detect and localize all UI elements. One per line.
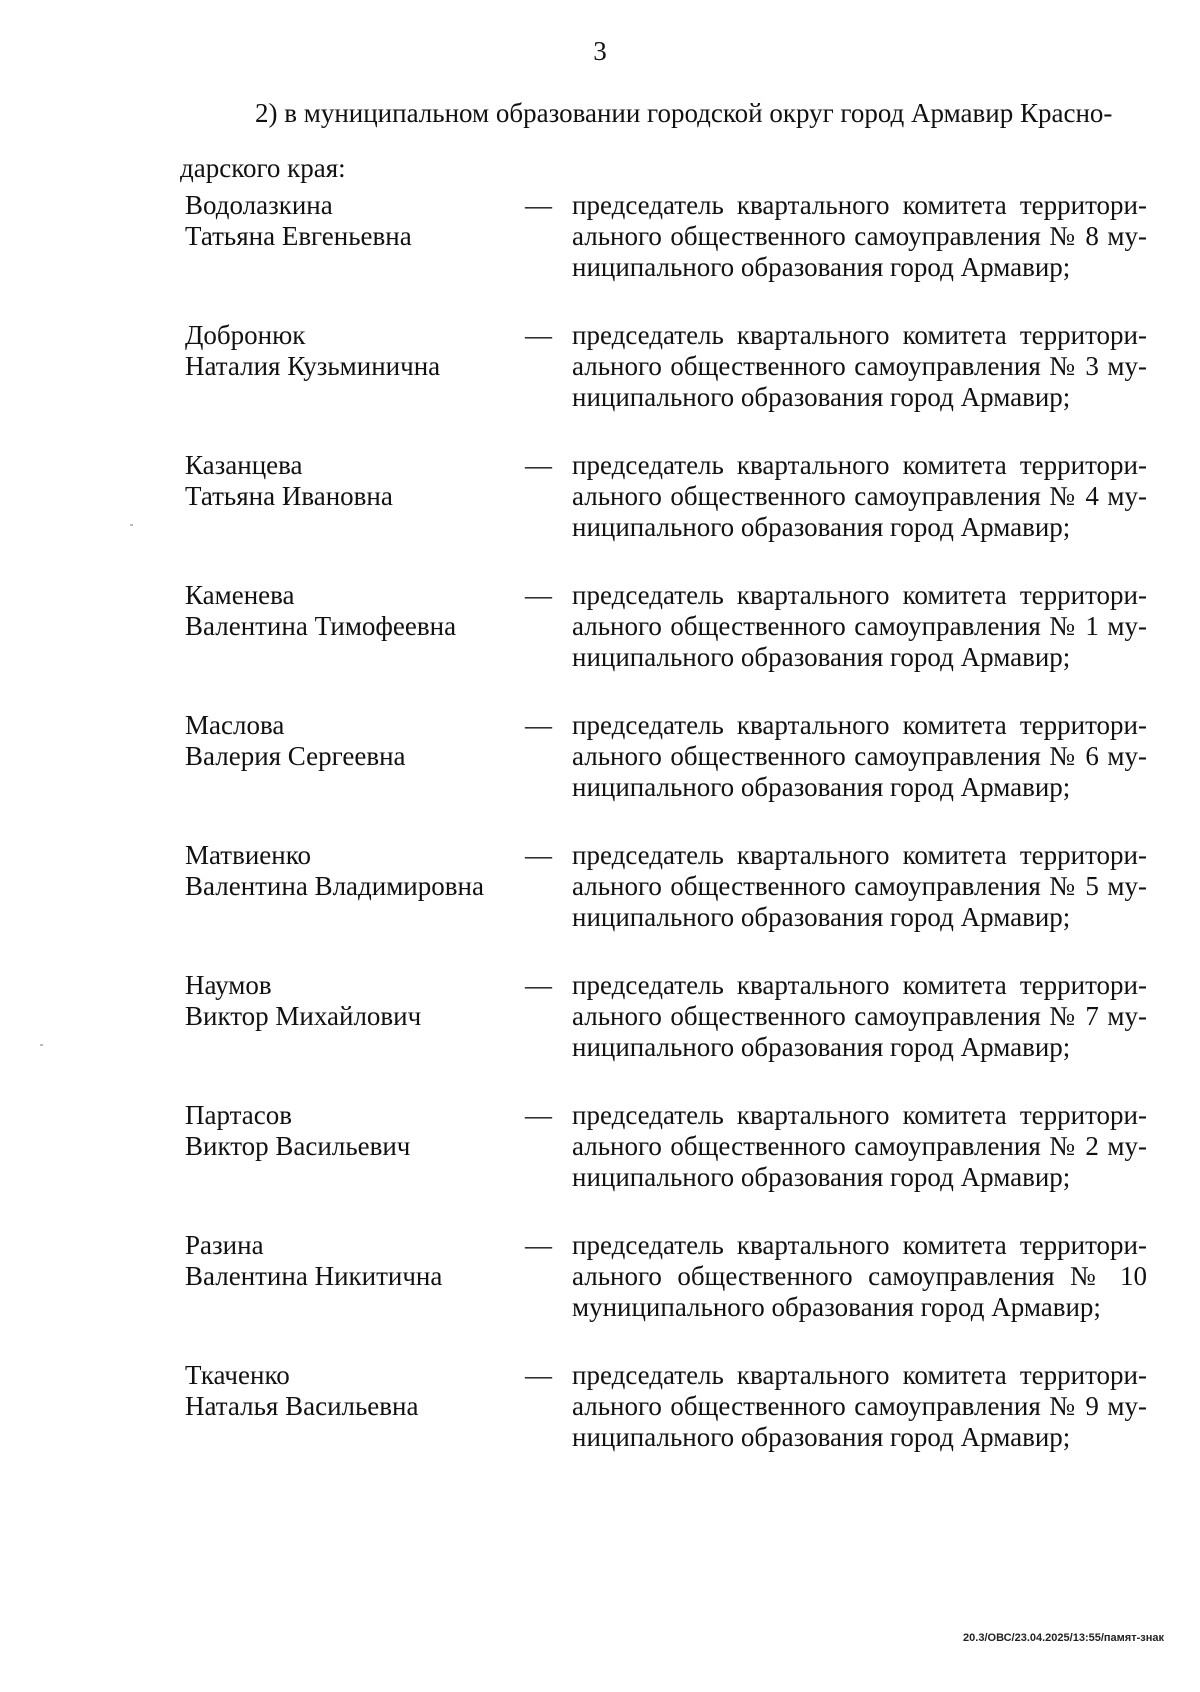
member-surname: Разина [185, 1230, 264, 1260]
position-line: ального общественного самоуправления № 3 му- [572, 351, 1147, 381]
scan-speck [130, 524, 133, 526]
intro-line-2: дарского края: [180, 153, 346, 183]
member-position [572, 710, 1147, 803]
member-name [185, 970, 515, 1032]
member-entry [185, 1360, 1185, 1490]
member-surname: Водолазкина [185, 190, 333, 220]
member-name [185, 1230, 515, 1292]
member-name [185, 840, 515, 902]
position-line: ниципального образования город Армавир; [572, 1422, 1071, 1452]
position-line: председатель квартального комитета территори- [572, 320, 1147, 350]
em-dash: — [525, 1230, 552, 1260]
position-line: ального общественного самоуправления № 7 му- [572, 1001, 1147, 1031]
member-position [572, 320, 1147, 413]
member-position [572, 190, 1147, 283]
position-line: муниципального образования город Армавир; [572, 1292, 1101, 1322]
member-name [185, 580, 515, 642]
position-line: ниципального образования город Армавир; [572, 252, 1071, 282]
scan-speck [40, 1044, 43, 1046]
member-given-names: Валентина Тимофеевна [185, 611, 457, 641]
member-entry [185, 580, 1185, 710]
member-surname: Партасов [185, 1100, 292, 1130]
position-line: ниципального образования город Армавир; [572, 512, 1071, 542]
member-given-names: Валентина Владимировна [185, 871, 484, 901]
position-line: председатель квартального комитета территори- [572, 1360, 1147, 1390]
member-given-names: Наталия Кузьминична [185, 351, 441, 381]
position-line: ального общественного самоуправления № 6 му- [572, 741, 1147, 771]
position-line: председатель квартального комитета территори- [572, 1100, 1147, 1130]
member-surname: Добронюк [185, 320, 306, 350]
member-surname: Матвиенко [185, 840, 311, 870]
member-given-names: Валерия Сергеевна [185, 741, 406, 771]
em-dash: — [525, 580, 552, 610]
member-entry [185, 1100, 1185, 1230]
member-entry [185, 840, 1185, 970]
member-given-names: Татьяна Ивановна [185, 481, 393, 511]
member-surname: Наумов [185, 970, 272, 1000]
member-entry [185, 710, 1185, 840]
position-line: председатель квартального комитета территори- [572, 450, 1147, 480]
member-name [185, 1100, 515, 1162]
member-position [572, 970, 1147, 1063]
member-position [572, 580, 1147, 673]
member-name [185, 320, 515, 382]
document-footer-code: 20.3/ОВС/23.04.2025/13:55/памят-знак [963, 1632, 1164, 1644]
member-given-names: Виктор Михайлович [185, 1001, 422, 1031]
member-surname: Маслова [185, 710, 285, 740]
member-surname: Каменева [185, 580, 295, 610]
position-line: ального общественного самоуправления № 4 му- [572, 481, 1147, 511]
member-entry [185, 190, 1185, 320]
position-line: ального общественного самоуправления № 5 му- [572, 871, 1147, 901]
members-list [185, 190, 1185, 1490]
member-entry [185, 970, 1185, 1100]
member-name [185, 1360, 515, 1422]
member-name [185, 710, 515, 772]
member-name [185, 190, 515, 252]
position-line: ниципального образования город Армавир; [572, 642, 1071, 672]
member-position [572, 840, 1147, 933]
em-dash: — [525, 1100, 552, 1130]
position-line: ниципального образования город Армавир; [572, 1032, 1071, 1062]
member-given-names: Валентина Никитична [185, 1261, 443, 1291]
member-position [572, 1230, 1147, 1323]
position-line: ального общественного самоуправления № 2 му- [572, 1131, 1147, 1161]
position-line: ниципального образования город Армавир; [572, 1162, 1071, 1192]
member-name [185, 450, 515, 512]
position-line: ального общественного самоуправления № 9 му- [572, 1391, 1147, 1421]
em-dash: — [525, 840, 552, 870]
position-line: ального общественного самоуправления № 1 му- [572, 611, 1147, 641]
position-line: председатель квартального комитета территори- [572, 580, 1147, 610]
em-dash: — [525, 320, 552, 350]
member-surname: Казанцева [185, 450, 303, 480]
member-entry [185, 320, 1185, 450]
member-given-names: Татьяна Евгеньевна [185, 221, 412, 251]
position-line: ниципального образования город Армавир; [572, 382, 1071, 412]
member-given-names: Наталья Васильевна [185, 1391, 419, 1421]
position-line: председатель квартального комитета территори- [572, 710, 1147, 740]
member-position [572, 1360, 1147, 1453]
position-line: председатель квартального комитета территори- [572, 970, 1147, 1000]
position-line: ниципального образования город Армавир; [572, 902, 1071, 932]
page-number: 3 [593, 36, 607, 66]
position-line: ального общественного самоуправления № 10 [572, 1261, 1147, 1291]
intro-line-1: 2) в муниципальном образовании городской округ город Армавир Красно- [255, 98, 1113, 128]
member-entry [185, 450, 1185, 580]
position-line: ниципального образования город Армавир; [572, 772, 1071, 802]
member-surname: Ткаченко [185, 1360, 290, 1390]
member-position [572, 450, 1147, 543]
em-dash: — [525, 450, 552, 480]
position-line: председатель квартального комитета территори- [572, 1230, 1147, 1260]
em-dash: — [525, 1360, 552, 1390]
member-entry [185, 1230, 1185, 1360]
position-line: председатель квартального комитета территори- [572, 840, 1147, 870]
member-position [572, 1100, 1147, 1193]
member-given-names: Виктор Васильевич [185, 1131, 411, 1161]
em-dash: — [525, 970, 552, 1000]
em-dash: — [525, 710, 552, 740]
em-dash: — [525, 190, 552, 220]
position-line: ального общественного самоуправления № 8 му- [572, 221, 1147, 251]
position-line: председатель квартального комитета территори- [572, 190, 1147, 220]
